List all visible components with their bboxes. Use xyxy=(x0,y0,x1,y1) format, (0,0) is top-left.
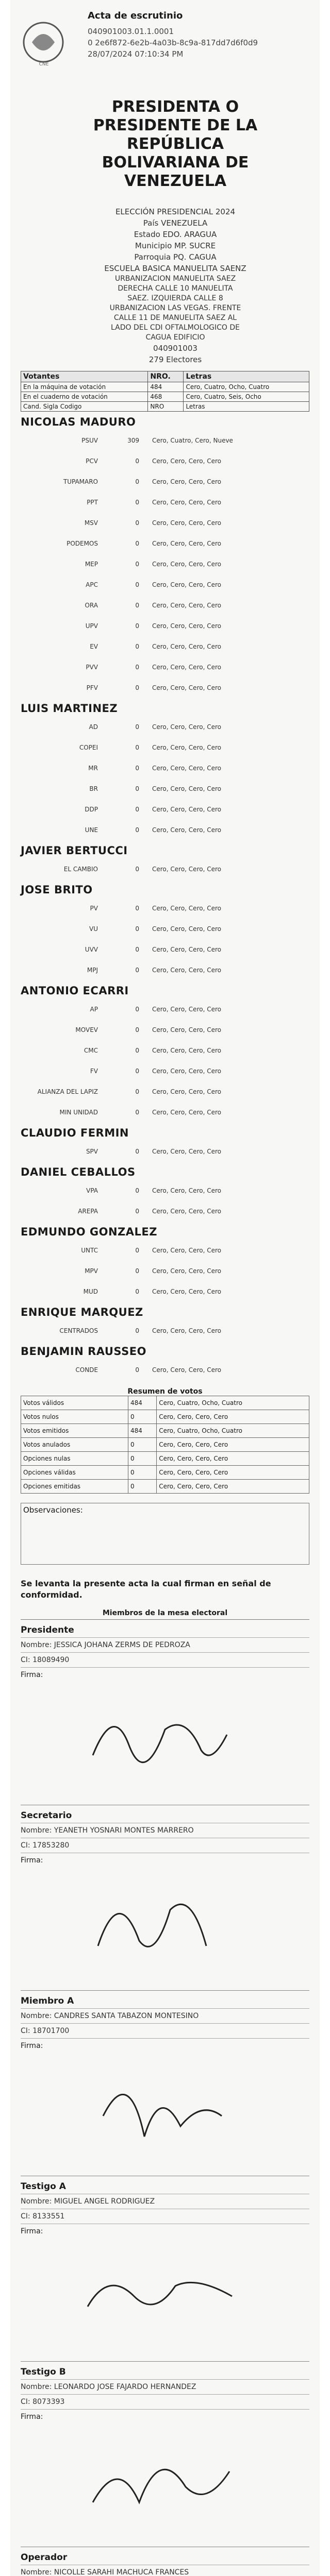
acta-title: Acta de escrutinio xyxy=(88,10,183,21)
party-votes: 0 xyxy=(135,499,139,506)
party-row xyxy=(21,820,309,840)
party-name: MOVEV xyxy=(75,1026,98,1033)
member-role: Presidente xyxy=(21,1625,309,1638)
member-ci: CI: 18089490 xyxy=(21,1653,309,1668)
member-name: Nombre: CANDRES SANTA TABAZON MONTESINO xyxy=(21,2009,309,2024)
summary-label: Opciones emitidas xyxy=(21,1480,128,1494)
summary-label: Votos emitidos xyxy=(21,1424,128,1438)
party-votes: 0 xyxy=(135,723,139,731)
member-role: Testigo A xyxy=(21,2181,309,2194)
party-row xyxy=(21,960,309,980)
member-ci: CI: 18701700 xyxy=(21,2024,309,2039)
party-name: AD xyxy=(89,723,98,731)
party-name: UPV xyxy=(85,622,98,630)
school-address: URBANIZACION MANUELITA SAEZ DERECHA CALLE 10 MANUELITA SAEZ. IZQUIERDA CALLE 8 URBANIZACION LAS VEGAS. FRENTE CALLE 11 DE MANUELITA SAEZ AL LADO DEL CDI OFTALMOLOGICO DE CAGUA EDIFICIO xyxy=(109,275,241,342)
summary-nro: 0 xyxy=(128,1466,156,1480)
firma-label: Firma: xyxy=(21,1671,43,1679)
voters-machine-label: En la máquina de votación xyxy=(21,382,148,392)
party-votes: 0 xyxy=(135,744,139,751)
voters-machine-letras: Cero, Cuatro, Ocho, Cuatro xyxy=(184,382,309,392)
party-name: MPV xyxy=(85,1267,98,1275)
election-name: ELECCIÓN PRESIDENCIAL 2024 xyxy=(115,207,236,216)
summary-letras: Cero, Cuatro, Ocho, Cuatro xyxy=(157,1396,309,1410)
candidate-name: ENRIQUE MARQUEZ xyxy=(21,1306,143,1318)
party-votes: 0 xyxy=(135,540,139,547)
party-name: FV xyxy=(90,1067,98,1075)
parish: Parroquia PQ. CAGUA xyxy=(134,252,217,262)
party-votes: 0 xyxy=(135,1088,139,1095)
candidate-name: EDMUNDO GONZALEZ xyxy=(21,1226,157,1238)
party-name: CONDE xyxy=(75,1366,98,1374)
summary-row xyxy=(21,1480,309,1494)
party-votes-letras: Cero, Cero, Cero, Cero xyxy=(152,1109,221,1116)
municipality: Municipio MP. SUCRE xyxy=(135,241,216,250)
party-row xyxy=(21,1281,309,1302)
school-name: ESCUELA BASICA MANUELITA SAENZ xyxy=(104,264,246,273)
voters-book-label: En el cuaderno de votación xyxy=(21,392,148,402)
party-votes-letras: Cero, Cero, Cero, Cero xyxy=(152,744,221,751)
cne-logo-label: CNE xyxy=(39,62,49,67)
party-row xyxy=(21,657,309,677)
party-name: PVV xyxy=(86,664,98,671)
party-votes-letras: Cero, Cero, Cero, Cero xyxy=(152,1067,221,1075)
party-votes: 0 xyxy=(135,457,139,465)
cne-logo-icon xyxy=(22,21,65,64)
party-row xyxy=(21,799,309,820)
party-votes-letras: Cero, Cero, Cero, Cero xyxy=(152,540,221,547)
party-row xyxy=(21,574,309,595)
summary-nro: 0 xyxy=(128,1438,156,1452)
summary-letras: Cero, Cero, Cero, Cero xyxy=(157,1438,309,1452)
party-row xyxy=(21,595,309,616)
party-votes-letras: Cero, Cero, Cero, Cero xyxy=(152,905,221,912)
party-name: PSUV xyxy=(81,437,98,444)
summary-label: Votos válidos xyxy=(21,1396,128,1410)
party-row xyxy=(21,616,309,636)
candidate-name: DANIEL CEBALLOS xyxy=(21,1166,136,1178)
candidate-name: JAVIER BERTUCCI xyxy=(21,844,128,857)
observations-box xyxy=(21,1503,309,1565)
party-row xyxy=(21,1141,309,1162)
col-letras: Letras xyxy=(184,371,309,382)
party-votes-letras: Cero, Cero, Cero, Cero xyxy=(152,946,221,953)
summary-row xyxy=(21,1438,309,1452)
summary-row xyxy=(21,1466,309,1480)
party-votes-letras: Cero, Cero, Cero, Cero xyxy=(152,457,221,465)
party-votes-letras: Cero, Cero, Cero, Cero xyxy=(152,1148,221,1155)
party-votes-letras: Cero, Cero, Cero, Cero xyxy=(152,602,221,609)
summary-nro: 0 xyxy=(128,1452,156,1466)
party-name: MPJ xyxy=(87,967,98,974)
summary-letras: Cero, Cero, Cero, Cero xyxy=(157,1480,309,1494)
summary-label: Opciones nulas xyxy=(21,1452,128,1466)
party-votes: 0 xyxy=(135,1067,139,1075)
member-role: Operador xyxy=(21,2552,309,2565)
party-name: PPT xyxy=(87,499,98,506)
party-row xyxy=(21,492,309,513)
party-votes: 0 xyxy=(135,581,139,588)
party-name: EV xyxy=(90,643,98,650)
acta-timestamp: 28/07/2024 07:10:34 PM xyxy=(88,49,184,59)
summary-nro: 484 xyxy=(128,1424,156,1438)
party-name: PCV xyxy=(86,457,98,465)
member-name: Nombre: MIGUEL ANGEL RODRIGUEZ xyxy=(21,2194,309,2209)
signature-icon xyxy=(82,1683,237,1786)
summary-letras: Cero, Cero, Cero, Cero xyxy=(157,1410,309,1424)
party-name: PODEMOS xyxy=(67,540,98,547)
state: Estado EDO. ARAGUA xyxy=(134,230,217,239)
candidate-name: LUIS MARTINEZ xyxy=(21,702,118,715)
party-votes-letras: Cero, Cero, Cero, Cero xyxy=(152,785,221,792)
party-name: MR xyxy=(88,765,98,772)
member-firma xyxy=(21,2410,309,2547)
party-name: AREPA xyxy=(78,1208,98,1215)
party-votes-letras: Cero, Cero, Cero, Cero xyxy=(152,765,221,772)
summary-letras: Cero, Cuatro, Ocho, Cuatro xyxy=(157,1424,309,1438)
party-votes: 0 xyxy=(135,1208,139,1215)
party-votes: 0 xyxy=(135,684,139,691)
mesa-member xyxy=(21,2547,309,2576)
party-row xyxy=(21,1240,309,1261)
acta-code: 040901003.01.1.0001 xyxy=(88,27,174,36)
party-row xyxy=(21,737,309,758)
party-votes-letras: Cero, Cero, Cero, Cero xyxy=(152,664,221,671)
party-name: VU xyxy=(89,925,98,933)
party-votes-letras: Cero, Cero, Cero, Cero xyxy=(152,1047,221,1054)
party-votes-letras: Cero, Cero, Cero, Cero xyxy=(152,684,221,691)
party-votes-letras: Cero, Cero, Cero, Cero xyxy=(152,1247,221,1254)
party-votes-letras: Cero, Cero, Cero, Cero xyxy=(152,1288,221,1295)
party-votes-letras: Cero, Cero, Cero, Cero xyxy=(152,925,221,933)
party-row xyxy=(21,1201,309,1222)
cand-cols-letras: Letras xyxy=(184,402,309,412)
summary-row xyxy=(21,1396,309,1410)
member-role: Secretario xyxy=(21,1810,309,1823)
party-votes: 0 xyxy=(135,1026,139,1033)
party-votes-letras: Cero, Cero, Cero, Cero xyxy=(152,1187,221,1194)
mesa-member xyxy=(21,1805,309,1991)
party-votes-letras: Cero, Cero, Cero, Cero xyxy=(152,1267,221,1275)
party-votes: 0 xyxy=(135,561,139,568)
cand-cols-nro: NRO xyxy=(148,402,184,412)
party-votes: 0 xyxy=(135,946,139,953)
election-title: PRESIDENTA O PRESIDENTE DE LA REPÚBLICA BOLIVARIANA DE VENEZUELA xyxy=(93,98,258,190)
party-row xyxy=(21,758,309,778)
acta-receipt xyxy=(10,0,320,2576)
party-votes-letras: Cero, Cero, Cero, Cero xyxy=(152,967,221,974)
party-votes: 0 xyxy=(135,1109,139,1116)
party-row xyxy=(21,717,309,737)
party-votes: 0 xyxy=(135,664,139,671)
vote-summary xyxy=(21,1387,309,1494)
party-row xyxy=(21,677,309,698)
mesa-member xyxy=(21,2362,309,2547)
party-votes-letras: Cero, Cero, Cero, Cero xyxy=(152,866,221,873)
party-votes: 0 xyxy=(135,866,139,873)
voters-book-nro: 468 xyxy=(148,392,184,402)
party-votes: 0 xyxy=(135,1247,139,1254)
party-votes-letras: Cero, Cero, Cero, Cero xyxy=(152,478,221,485)
party-votes-letras: Cero, Cero, Cero, Cero xyxy=(152,622,221,630)
member-ci: CI: 8073393 xyxy=(21,2395,309,2410)
summary-letras: Cero, Cero, Cero, Cero xyxy=(157,1452,309,1466)
cand-cols-left: Cand. Sigla Codigo xyxy=(21,402,148,412)
party-votes: 0 xyxy=(135,967,139,974)
party-name: MSV xyxy=(84,519,98,527)
signature-icon xyxy=(82,2240,237,2343)
party-votes: 0 xyxy=(135,1187,139,1194)
party-name: ALIANZA DEL LAPIZ xyxy=(37,1088,98,1095)
party-votes: 0 xyxy=(135,925,139,933)
party-row xyxy=(21,533,309,554)
party-row xyxy=(21,859,309,879)
party-name: AP xyxy=(90,1006,98,1013)
firma-label: Firma: xyxy=(21,2042,43,2050)
party-votes-letras: Cero, Cero, Cero, Cero xyxy=(152,1006,221,1013)
party-votes-letras: Cero, Cero, Cero, Cero xyxy=(152,519,221,527)
summary-row xyxy=(21,1410,309,1424)
party-votes: 0 xyxy=(135,643,139,650)
party-row xyxy=(21,471,309,492)
party-name: MIN UNIDAD xyxy=(59,1109,98,1116)
party-name: APC xyxy=(86,581,98,588)
party-votes: 0 xyxy=(135,785,139,792)
party-votes: 0 xyxy=(135,806,139,813)
party-row xyxy=(21,919,309,939)
mesa-members xyxy=(21,1620,309,2576)
party-row xyxy=(21,939,309,960)
center-code: 040901003 xyxy=(153,344,197,353)
party-name: PV xyxy=(90,905,98,912)
mesa-member xyxy=(21,1991,309,2176)
candidate-name: JOSE BRITO xyxy=(21,884,93,896)
summary-nro: 484 xyxy=(128,1396,156,1410)
party-name: MUD xyxy=(83,1288,98,1295)
party-row xyxy=(21,636,309,657)
party-row xyxy=(21,1061,309,1081)
party-votes-letras: Cero, Cero, Cero, Cero xyxy=(152,1327,221,1334)
acta-header xyxy=(10,0,320,371)
party-name: CENTRADOS xyxy=(59,1327,98,1334)
party-votes-letras: Cero, Cuatro, Cero, Nueve xyxy=(152,437,233,444)
acta-uuid: 0 2e6f872-6e2b-4a03b-8c9a-817dd7d6f0d9 xyxy=(88,38,258,47)
member-name: Nombre: NICOLLE SARAHI MACHUCA FRANCES xyxy=(21,2565,309,2576)
party-votes: 0 xyxy=(135,1148,139,1155)
candidate-name: BENJAMIN RAUSSEO xyxy=(21,1345,146,1358)
mesa-member xyxy=(21,2176,309,2362)
member-role: Miembro A xyxy=(21,1996,309,2009)
party-votes: 0 xyxy=(135,478,139,485)
party-row xyxy=(21,778,309,799)
party-votes: 0 xyxy=(135,622,139,630)
summary-nro: 0 xyxy=(128,1410,156,1424)
member-name: Nombre: LEONARDO JOSE FAJARDO HERNANDEZ xyxy=(21,2380,309,2395)
firma-label: Firma: xyxy=(21,2227,43,2235)
party-row xyxy=(21,1081,309,1102)
party-votes: 0 xyxy=(135,1267,139,1275)
party-votes: 0 xyxy=(135,1006,139,1013)
party-votes: 0 xyxy=(135,1288,139,1295)
signature-icon xyxy=(82,2054,237,2157)
party-name: CMC xyxy=(84,1047,98,1054)
party-votes: 0 xyxy=(135,765,139,772)
party-row xyxy=(21,554,309,574)
country: País VENEZUELA xyxy=(143,218,208,228)
party-votes: 0 xyxy=(135,1366,139,1374)
firma-label: Firma: xyxy=(21,2413,43,2421)
mesa-member xyxy=(21,1620,309,1805)
party-name: PFV xyxy=(86,684,98,691)
party-name: BR xyxy=(89,785,98,792)
party-votes: 0 xyxy=(135,905,139,912)
member-firma xyxy=(21,2224,309,2361)
party-row xyxy=(21,999,309,1020)
party-row xyxy=(21,1360,309,1380)
party-row xyxy=(21,451,309,471)
party-name: VPA xyxy=(86,1187,98,1194)
member-role: Testigo B xyxy=(21,2367,309,2380)
party-votes-letras: Cero, Cero, Cero, Cero xyxy=(152,826,221,834)
candidate-name: NICOLAS MADURO xyxy=(21,416,136,428)
party-votes-letras: Cero, Cero, Cero, Cero xyxy=(152,1208,221,1215)
member-name: Nombre: JESSICA JOHANA ZERMS DE PEDROZA xyxy=(21,1638,309,1653)
party-name: UNE xyxy=(85,826,98,834)
signature-icon xyxy=(82,2425,237,2528)
party-votes-letras: Cero, Cero, Cero, Cero xyxy=(152,499,221,506)
party-name: TUPAMARO xyxy=(63,478,98,485)
summary-title: Resumen de votos xyxy=(127,1387,203,1396)
party-votes-letras: Cero, Cero, Cero, Cero xyxy=(152,581,221,588)
party-votes: 0 xyxy=(135,519,139,527)
member-firma xyxy=(21,1668,309,1805)
acta-info xyxy=(88,26,304,60)
col-nro: NRO. xyxy=(148,371,184,382)
votes-header xyxy=(21,371,309,412)
summary-label: Votos anulados xyxy=(21,1438,128,1452)
member-ci: CI: 17853280 xyxy=(21,1838,309,1853)
member-firma xyxy=(21,1853,309,1990)
candidate-name: CLAUDIO FERMIN xyxy=(21,1127,129,1139)
mesa-title: Miembros de la mesa electoral xyxy=(21,1609,309,1620)
party-row xyxy=(21,1261,309,1281)
party-votes: 0 xyxy=(135,1327,139,1334)
party-votes: 0 xyxy=(135,826,139,834)
center-info xyxy=(62,206,289,365)
party-row xyxy=(21,1102,309,1123)
party-name: UVV xyxy=(85,946,98,953)
member-ci: CI: 8133551 xyxy=(21,2209,309,2224)
party-row xyxy=(21,1320,309,1341)
party-votes-letras: Cero, Cero, Cero, Cero xyxy=(152,561,221,568)
summary-nro: 0 xyxy=(128,1480,156,1494)
member-firma xyxy=(21,2039,309,2176)
party-votes-letras: Cero, Cero, Cero, Cero xyxy=(152,1088,221,1095)
party-votes-letras: Cero, Cero, Cero, Cero xyxy=(152,723,221,731)
voters-machine-nro: 484 xyxy=(148,382,184,392)
party-votes-letras: Cero, Cero, Cero, Cero xyxy=(152,1366,221,1374)
summary-label: Votos nulos xyxy=(21,1410,128,1424)
declaration-text: Se levanta la presente acta la cual firman en señal de conformidad. xyxy=(21,1579,271,1600)
candidate-list xyxy=(21,416,309,1380)
party-row xyxy=(21,513,309,533)
party-votes: 0 xyxy=(135,602,139,609)
observations-label: Observaciones: xyxy=(23,1505,83,1515)
party-row xyxy=(21,1180,309,1201)
party-row xyxy=(21,430,309,451)
firma-label: Firma: xyxy=(21,1856,43,1865)
party-votes-letras: Cero, Cero, Cero, Cero xyxy=(152,643,221,650)
mesa-voters: 279 Electores xyxy=(148,355,202,364)
party-name: UNTC xyxy=(81,1247,98,1254)
party-votes: 0 xyxy=(135,1047,139,1054)
candidate-name: ANTONIO ECARRI xyxy=(21,985,129,997)
party-name: EL CAMBIO xyxy=(63,866,98,873)
summary-letras: Cero, Cero, Cero, Cero xyxy=(157,1466,309,1480)
summary-row xyxy=(21,1452,309,1466)
party-name: MEP xyxy=(85,561,98,568)
summary-label: Opciones válidas xyxy=(21,1466,128,1480)
summary-table xyxy=(21,1396,309,1494)
party-votes-letras: Cero, Cero, Cero, Cero xyxy=(152,1026,221,1033)
party-row xyxy=(21,898,309,919)
party-name: COPEI xyxy=(79,744,98,751)
summary-row xyxy=(21,1424,309,1438)
party-name: ORA xyxy=(85,602,98,609)
party-name: SPV xyxy=(86,1148,98,1155)
member-name: Nombre: YEANETH YOSNARI MONTES MARRERO xyxy=(21,1823,309,1838)
party-votes-letras: Cero, Cero, Cero, Cero xyxy=(152,806,221,813)
party-name: DDP xyxy=(85,806,98,813)
voters-book-letras: Cero, Cuatro, Seis, Ocho xyxy=(184,392,309,402)
party-row xyxy=(21,1020,309,1040)
party-row xyxy=(21,1040,309,1061)
party-votes: 309 xyxy=(127,437,139,444)
signature-icon xyxy=(82,1869,237,1972)
col-votantes: Votantes xyxy=(21,371,148,382)
